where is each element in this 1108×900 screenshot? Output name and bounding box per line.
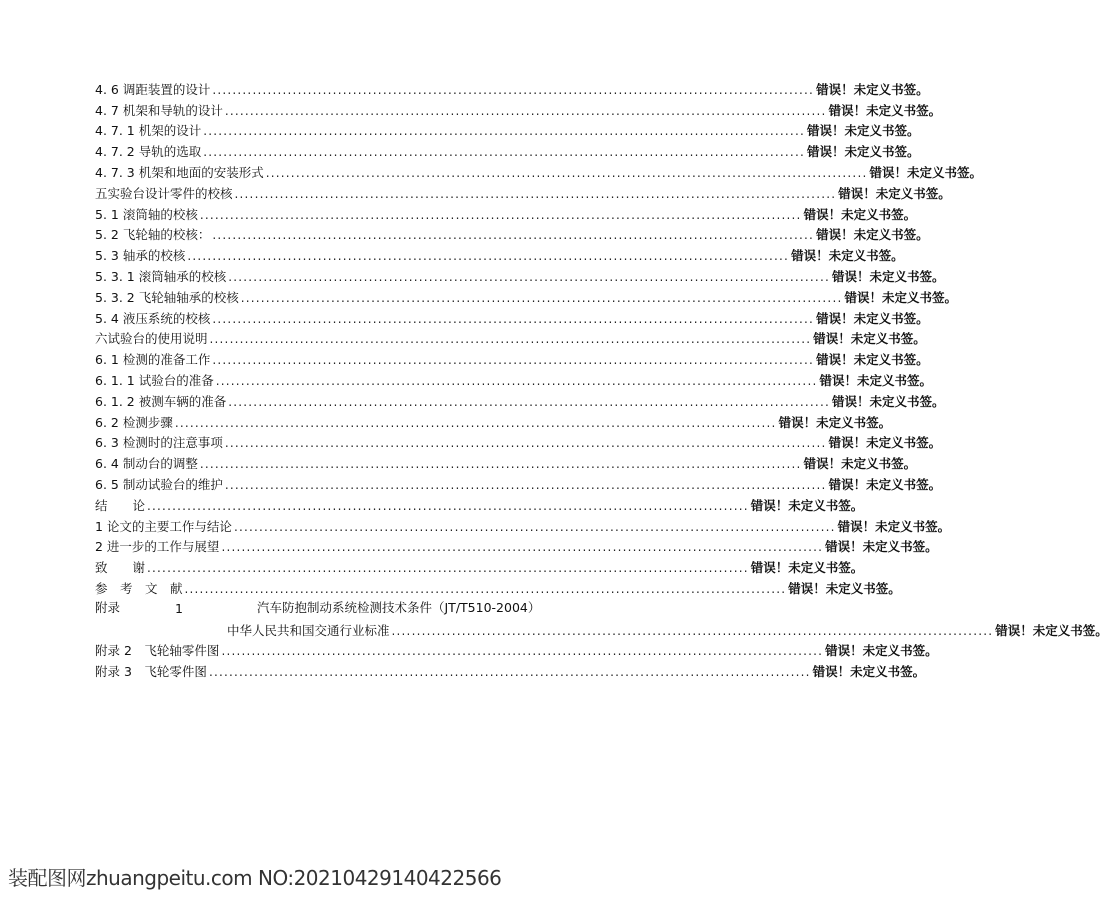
toc-entry-page-ref: 错误！未定义书签。 bbox=[813, 331, 926, 347]
toc-entry-title: 6. 1. 1 试验台的准备 bbox=[95, 372, 214, 388]
leader-dots: ........................................................................................................................ bbox=[203, 124, 805, 139]
toc-entry-page-ref: 错误！未定义书签。 bbox=[838, 185, 951, 201]
leader-dots: ........................................................................................................................ bbox=[147, 498, 749, 513]
toc-entry-title: 5. 4 液压系统的校核 bbox=[95, 310, 211, 326]
leader-dots: ........................................................................................................................ bbox=[212, 228, 815, 243]
toc-entry-page-ref: 错误！未定义书签。 bbox=[831, 393, 945, 409]
leader-dots: ........................................................................................................................ bbox=[228, 269, 830, 284]
toc-entry-title: 1 论文的主要工作与结论 bbox=[95, 518, 232, 534]
leader-dots: ........................................................................................................................ bbox=[391, 623, 994, 638]
leader-dots: ........................................................................................................................ bbox=[224, 436, 827, 451]
leader-dots: ........................................................................................................................ bbox=[203, 145, 805, 160]
toc-entry-page-ref: 错误！未定义书签。 bbox=[806, 144, 920, 160]
toc-entry[interactable] bbox=[95, 202, 917, 223]
toc-entry[interactable] bbox=[95, 347, 929, 368]
toc-entry[interactable] bbox=[95, 514, 951, 535]
toc-entry-page-ref: 错误！未定义书签。 bbox=[819, 372, 932, 388]
leader-dots: ........................................................................................................................ bbox=[212, 311, 815, 326]
toc-entry-page-ref: 错误！未定义书签。 bbox=[828, 435, 942, 451]
toc-entry[interactable] bbox=[95, 368, 932, 389]
toc-entry-title: 参 考 文 献 bbox=[95, 580, 183, 596]
toc-entry-title: 六试验台的使用说明 bbox=[95, 331, 208, 347]
toc-entry[interactable] bbox=[95, 535, 938, 556]
leader-dots: ........................................................................................................................ bbox=[221, 540, 824, 555]
toc-entry-page-ref: 错误！未定义书签。 bbox=[812, 664, 926, 680]
toc-entry-page-ref: 错误！未定义书签。 bbox=[816, 352, 929, 368]
toc-entry-page-ref: 错误！未定义书签。 bbox=[806, 123, 920, 139]
toc-entry-page-ref: 错误！未定义书签。 bbox=[803, 456, 917, 472]
toc-entry-page-ref: 错误！未定义书签。 bbox=[816, 310, 929, 326]
toc-entry-title: 2 进一步的工作与展望 bbox=[95, 539, 220, 555]
toc-entry-title: 5. 3 轴承的校核 bbox=[95, 248, 186, 264]
leader-dots: ........................................................................................................................ bbox=[233, 519, 836, 534]
toc-entry[interactable] bbox=[95, 243, 904, 264]
leader-dots: ........................................................................................................................ bbox=[209, 332, 812, 347]
toc-entry-title: 5. 1 滚筒轴的校核 bbox=[95, 206, 198, 222]
toc-entry-title: 4. 7. 2 导轨的选取 bbox=[95, 144, 202, 160]
toc-entry[interactable] bbox=[95, 639, 938, 660]
toc-entry[interactable] bbox=[95, 472, 942, 493]
leader-dots: ........................................................................................................................ bbox=[208, 665, 811, 680]
toc-entry-title: 6. 2 检测步骤 bbox=[95, 414, 173, 430]
leader-dots: ........................................................................................................................ bbox=[224, 103, 827, 118]
toc-entry[interactable] bbox=[95, 119, 920, 140]
leader-dots: ........................................................................................................................ bbox=[212, 353, 815, 368]
toc-entry-title: 4. 6 调距装置的设计 bbox=[95, 81, 211, 97]
leader-dots: ........................................................................................................................ bbox=[240, 290, 843, 305]
table-of-contents bbox=[95, 77, 1108, 680]
toc-entry-title: 致 谢 bbox=[95, 560, 146, 576]
toc-entry[interactable] bbox=[95, 389, 945, 410]
toc-entry[interactable] bbox=[95, 618, 1108, 639]
toc-entry-page-ref: 错误！未定义书签。 bbox=[837, 518, 951, 534]
appendix-1-title: 汽车防抱制动系统检测技术条件（JT/T510-2004） bbox=[257, 599, 541, 615]
toc-entry-title: 6. 4 制动台的调整 bbox=[95, 456, 198, 472]
appendix-1-label: 附录 bbox=[95, 599, 121, 615]
toc-entry-page-ref: 错误！未定义书签。 bbox=[750, 497, 864, 513]
toc-entry[interactable] bbox=[95, 223, 929, 244]
toc-entry[interactable] bbox=[95, 160, 982, 181]
toc-entry[interactable] bbox=[95, 139, 920, 160]
toc-entry-page-ref: 错误！未定义书签。 bbox=[828, 476, 942, 492]
toc-entry-page-ref: 错误！未定义书签。 bbox=[825, 539, 938, 555]
toc-entry-page-ref: 错误！未定义书签。 bbox=[803, 206, 917, 222]
toc-entry[interactable] bbox=[95, 77, 929, 98]
leader-dots: ........................................................................................................................ bbox=[212, 82, 815, 97]
toc-entry-page-ref: 错误！未定义书签。 bbox=[831, 268, 945, 284]
leader-dots: ........................................................................................................................ bbox=[174, 415, 777, 430]
toc-entry-title: 5. 2 飞轮轴的校核： bbox=[95, 227, 211, 243]
toc-entry-title: 4. 7. 3 机架和地面的安装形式 bbox=[95, 164, 264, 180]
toc-entry-title: 结 论 bbox=[95, 497, 146, 513]
toc-entry[interactable] bbox=[95, 555, 864, 576]
appendix-1-number: 1 bbox=[175, 600, 183, 616]
toc-entry-title: 6. 1. 2 被测车辆的准备 bbox=[95, 393, 227, 409]
leader-dots: ........................................................................................................................ bbox=[234, 186, 837, 201]
leader-dots: ........................................................................................................................ bbox=[224, 477, 827, 492]
toc-entry-title: 附录 3 飞轮零件图 bbox=[95, 664, 207, 680]
toc-appendix-1[interactable] bbox=[95, 597, 558, 618]
leader-dots: ........................................................................................................................ bbox=[147, 561, 749, 576]
toc-entry-title: 5. 3. 1 滚筒轴承的校核 bbox=[95, 268, 227, 284]
toc-entry[interactable] bbox=[95, 451, 917, 472]
toc-entry-page-ref: 错误！未定义书签。 bbox=[828, 102, 942, 118]
toc-entry[interactable] bbox=[95, 576, 901, 597]
toc-entry-title: 附录 2 飞轮轴零件图 bbox=[95, 643, 220, 659]
toc-entry[interactable] bbox=[95, 285, 957, 306]
toc-entry-page-ref: 错误！未定义书签。 bbox=[869, 164, 982, 180]
toc-entry-title: 五实验台设计零件的校核 bbox=[95, 185, 233, 201]
toc-entry[interactable] bbox=[95, 181, 951, 202]
toc-entry-page-ref: 错误！未定义书签。 bbox=[778, 414, 892, 430]
leader-dots: ........................................................................................................................ bbox=[265, 165, 868, 180]
toc-entry-page-ref: 错误！未定义书签。 bbox=[825, 643, 938, 659]
toc-entry[interactable] bbox=[95, 410, 892, 431]
leader-dots: ........................................................................................................................ bbox=[228, 394, 830, 409]
leader-dots: ........................................................................................................................ bbox=[199, 457, 802, 472]
leader-dots: ........................................................................................................................ bbox=[199, 207, 802, 222]
leader-dots: ........................................................................................................................ bbox=[187, 249, 790, 264]
toc-entry-page-ref: 错误！未定义书签。 bbox=[995, 622, 1108, 638]
toc-entry-page-ref: 错误！未定义书签。 bbox=[816, 227, 929, 243]
toc-entry[interactable] bbox=[95, 431, 942, 452]
toc-entry[interactable] bbox=[95, 306, 929, 327]
toc-entry-page-ref: 错误！未定义书签。 bbox=[844, 289, 957, 305]
appendix-1-subtitle: 中华人民共和国交通行业标准 bbox=[227, 622, 390, 638]
toc-entry-title: 6. 5 制动试验台的维护 bbox=[95, 476, 223, 492]
watermark: 装配图网zhuangpeitu.com NO:20210429140422566 bbox=[8, 866, 502, 890]
toc-entry-page-ref: 错误！未定义书签。 bbox=[750, 560, 864, 576]
toc-entry-title: 4. 7. 1 机架的设计 bbox=[95, 123, 202, 139]
toc-entry-page-ref: 错误！未定义书签。 bbox=[788, 580, 901, 596]
leader-dots: ........................................................................................................................ bbox=[221, 644, 824, 659]
toc-entry-page-ref: 错误！未定义书签。 bbox=[816, 81, 929, 97]
toc-entry-title: 5. 3. 2 飞轮轴轴承的校核 bbox=[95, 289, 239, 305]
toc-entry[interactable] bbox=[95, 264, 945, 285]
leader-dots: ........................................................................................................................ bbox=[215, 373, 818, 388]
toc-entry-title: 6. 3 检测时的注意事项 bbox=[95, 435, 223, 451]
toc-entry[interactable] bbox=[95, 98, 942, 119]
leader-dots: ........................................................................................................................ bbox=[184, 581, 787, 596]
toc-entry-title: 4. 7 机架和导轨的设计 bbox=[95, 102, 223, 118]
toc-entry-page-ref: 错误！未定义书签。 bbox=[791, 248, 904, 264]
toc-entry-title: 6. 1 检测的准备工作 bbox=[95, 352, 211, 368]
toc-entry[interactable] bbox=[95, 493, 864, 514]
toc-entry[interactable] bbox=[95, 327, 926, 348]
toc-entry[interactable] bbox=[95, 659, 926, 680]
